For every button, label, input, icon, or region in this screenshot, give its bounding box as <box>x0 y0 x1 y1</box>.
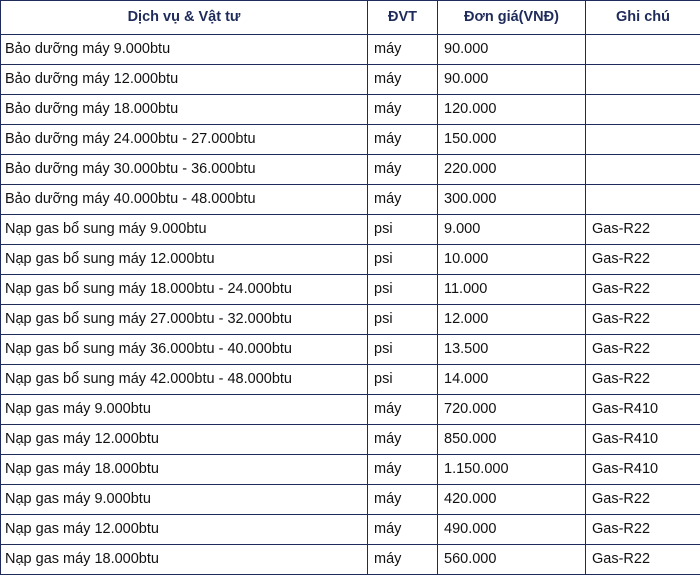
table-row <box>1 35 700 65</box>
table-body <box>1 35 700 575</box>
service-cell: Nạp gas bổ sung máy 42.000btu - 48.000btu <box>1 365 368 395</box>
unit-cell: máy <box>368 455 438 485</box>
header-row <box>1 1 700 35</box>
unit-cell: máy <box>368 35 438 65</box>
price-cell: 9.000 <box>438 215 586 245</box>
header-price: Đơn giá(VNĐ) <box>438 1 586 35</box>
service-cell: Nạp gas máy 12.000btu <box>1 425 368 455</box>
header-unit: ĐVT <box>368 1 438 35</box>
price-cell: 850.000 <box>438 425 586 455</box>
unit-cell: máy <box>368 545 438 575</box>
service-cell: Bảo dưỡng máy 30.000btu - 36.000btu <box>1 155 368 185</box>
price-cell: 300.000 <box>438 185 586 215</box>
note-cell: Gas-R410 <box>586 425 700 455</box>
table-row <box>1 95 700 125</box>
service-cell: Nạp gas bổ sung máy 12.000btu <box>1 245 368 275</box>
table-row <box>1 425 700 455</box>
note-cell: Gas-R22 <box>586 335 700 365</box>
table-row <box>1 545 700 575</box>
note-cell: Gas-R22 <box>586 275 700 305</box>
price-cell: 720.000 <box>438 395 586 425</box>
price-cell: 420.000 <box>438 485 586 515</box>
table-header <box>1 1 700 35</box>
note-cell: Gas-R22 <box>586 215 700 245</box>
price-cell: 13.500 <box>438 335 586 365</box>
unit-cell: psi <box>368 365 438 395</box>
unit-cell: máy <box>368 65 438 95</box>
header-note: Ghi chú <box>586 1 700 35</box>
price-cell: 90.000 <box>438 35 586 65</box>
header-service: Dịch vụ & Vật tư <box>1 1 368 35</box>
price-cell: 150.000 <box>438 125 586 155</box>
note-cell: Gas-R22 <box>586 245 700 275</box>
note-cell <box>586 95 700 125</box>
table-row <box>1 305 700 335</box>
unit-cell: máy <box>368 95 438 125</box>
price-cell: 560.000 <box>438 545 586 575</box>
table-row <box>1 515 700 545</box>
note-cell <box>586 155 700 185</box>
price-cell: 14.000 <box>438 365 586 395</box>
table-row <box>1 485 700 515</box>
unit-cell: psi <box>368 215 438 245</box>
service-cell: Bảo dưỡng máy 24.000btu - 27.000btu <box>1 125 368 155</box>
note-cell <box>586 65 700 95</box>
service-cell: Bảo dưỡng máy 18.000btu <box>1 95 368 125</box>
service-cell: Nạp gas bổ sung máy 36.000btu - 40.000btu <box>1 335 368 365</box>
table-row <box>1 335 700 365</box>
price-cell: 11.000 <box>438 275 586 305</box>
service-cell: Bảo dưỡng máy 12.000btu <box>1 65 368 95</box>
service-cell: Nạp gas máy 9.000btu <box>1 395 368 425</box>
price-cell: 220.000 <box>438 155 586 185</box>
unit-cell: máy <box>368 125 438 155</box>
table-row <box>1 215 700 245</box>
note-cell: Gas-R22 <box>586 545 700 575</box>
service-cell: Nạp gas bổ sung máy 18.000btu - 24.000btu <box>1 275 368 305</box>
note-cell: Gas-R22 <box>586 305 700 335</box>
service-cell: Bảo dưỡng máy 9.000btu <box>1 35 368 65</box>
table-row <box>1 365 700 395</box>
table-row <box>1 275 700 305</box>
unit-cell: máy <box>368 515 438 545</box>
price-cell: 120.000 <box>438 95 586 125</box>
note-cell <box>586 35 700 65</box>
note-cell: Gas-R22 <box>586 515 700 545</box>
price-cell: 1.150.000 <box>438 455 586 485</box>
service-cell: Nạp gas máy 18.000btu <box>1 545 368 575</box>
service-cell: Bảo dưỡng máy 40.000btu - 48.000btu <box>1 185 368 215</box>
table-row <box>1 125 700 155</box>
unit-cell: máy <box>368 395 438 425</box>
service-cell: Nạp gas máy 9.000btu <box>1 485 368 515</box>
table-row <box>1 455 700 485</box>
service-cell: Nạp gas máy 12.000btu <box>1 515 368 545</box>
service-cell: Nạp gas bổ sung máy 27.000btu - 32.000btu <box>1 305 368 335</box>
note-cell: Gas-R410 <box>586 455 700 485</box>
table-row <box>1 245 700 275</box>
service-cell: Nạp gas bổ sung máy 9.000btu <box>1 215 368 245</box>
note-cell: Gas-R22 <box>586 485 700 515</box>
table-row <box>1 155 700 185</box>
unit-cell: psi <box>368 245 438 275</box>
table-row <box>1 395 700 425</box>
unit-cell: máy <box>368 155 438 185</box>
unit-cell: psi <box>368 335 438 365</box>
unit-cell: psi <box>368 305 438 335</box>
note-cell: Gas-R410 <box>586 395 700 425</box>
unit-cell: máy <box>368 485 438 515</box>
service-cell: Nạp gas máy 18.000btu <box>1 455 368 485</box>
unit-cell: máy <box>368 425 438 455</box>
note-cell <box>586 125 700 155</box>
price-cell: 12.000 <box>438 305 586 335</box>
price-cell: 490.000 <box>438 515 586 545</box>
note-cell: Gas-R22 <box>586 365 700 395</box>
table-row <box>1 185 700 215</box>
unit-cell: máy <box>368 185 438 215</box>
price-cell: 90.000 <box>438 65 586 95</box>
price-cell: 10.000 <box>438 245 586 275</box>
table-row <box>1 65 700 95</box>
note-cell <box>586 185 700 215</box>
unit-cell: psi <box>368 275 438 305</box>
